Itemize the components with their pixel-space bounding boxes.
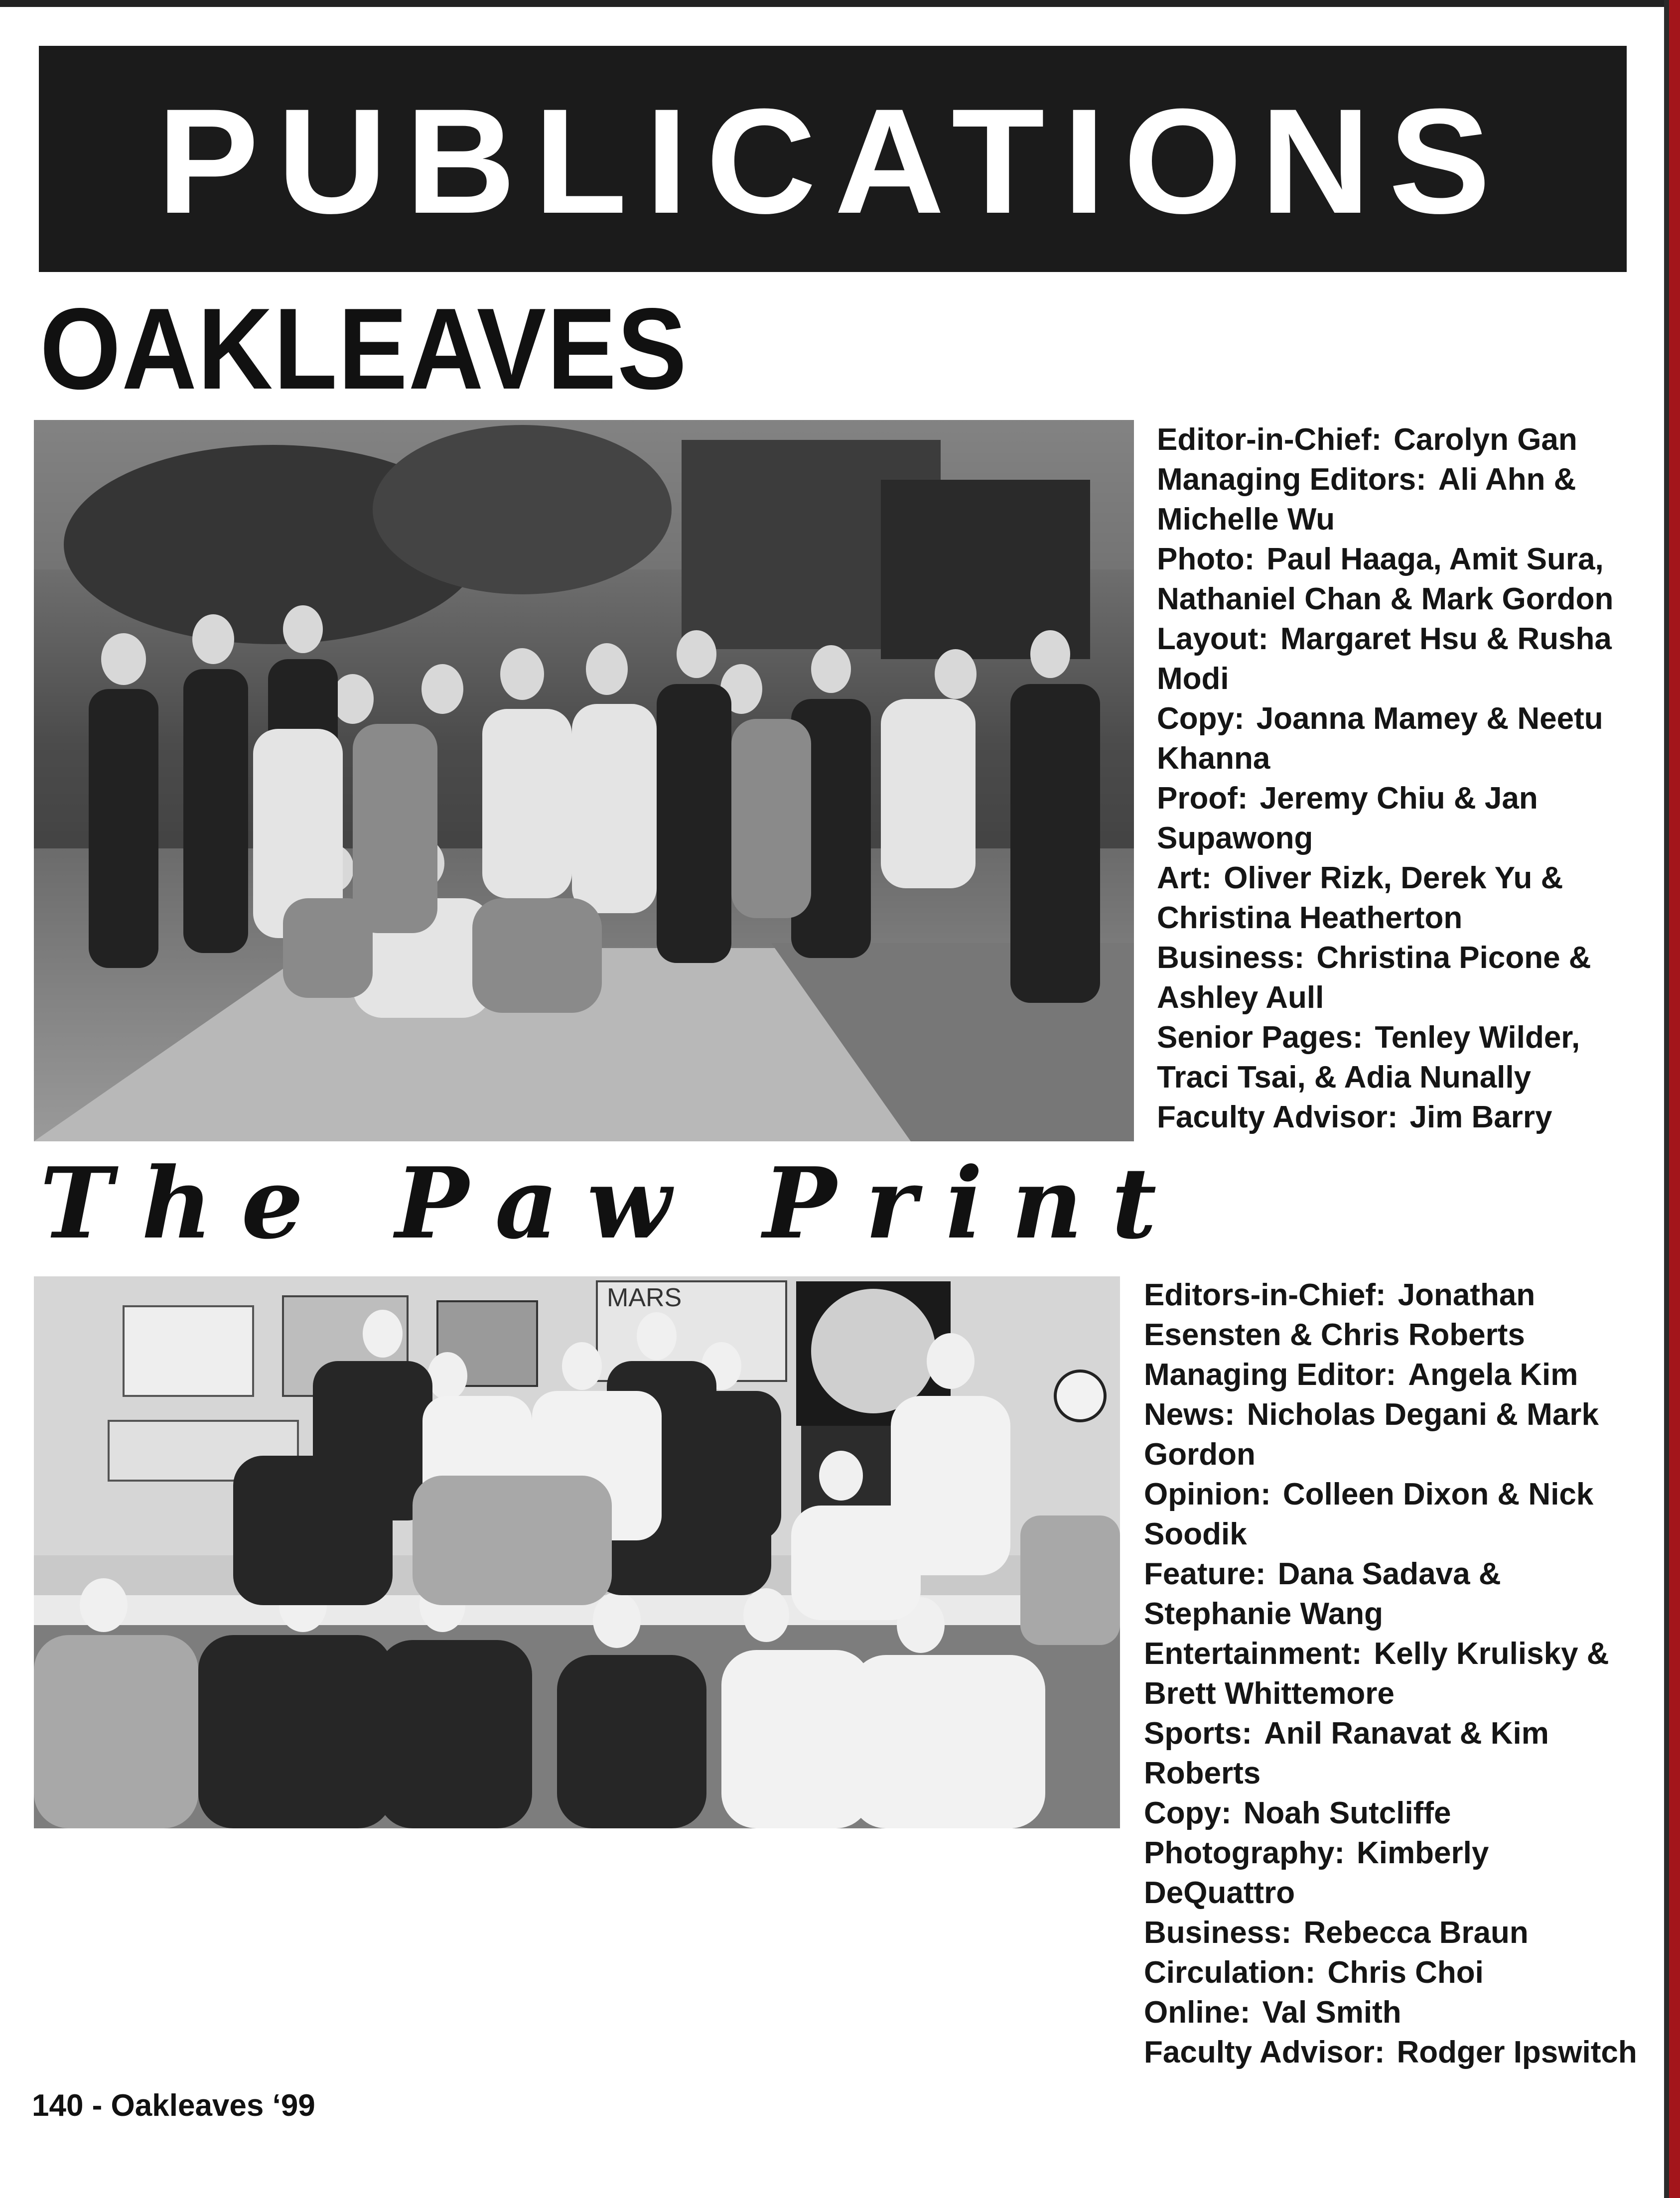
staff-entry: Art: Oliver Rizk, Derek Yu & Christina Heatherton (1157, 861, 1563, 935)
staff-entry: Business: Christina Picone & Ashley Aull (1157, 941, 1591, 1015)
staff-entry: Proof: Jeremy Chiu & Jan Supawong (1157, 781, 1538, 855)
pawprint-group-photo (34, 1276, 1120, 1828)
pawprint-heading: The Paw Print (40, 1146, 1186, 1261)
staff-entry: Layout: Margaret Hsu & Rusha Modi (1157, 622, 1612, 696)
staff-entry: Copy: Noah Sutcliffe (1144, 1796, 1451, 1830)
staff-entry: Photography: Kimberly DeQuattro (1144, 1836, 1489, 1910)
staff-entry: Business: Rebecca Braun (1144, 1916, 1529, 1950)
staff-entry: Opinion: Colleen Dixon & Nick Soodik (1144, 1477, 1594, 1551)
staff-entry: Faculty Advisor: Rodger Ipswitch (1144, 2035, 1637, 2069)
oakleaves-staff-list (1157, 420, 1650, 1137)
section-banner (39, 46, 1627, 272)
staff-entry: Faculty Advisor: Jim Barry (1157, 1100, 1552, 1134)
oakleaves-heading: OAKLEAVES (40, 284, 688, 413)
staff-entry: Online: Val Smith (1144, 1995, 1401, 2030)
page-binding-edge (1669, 0, 1680, 2198)
page-title: PUBLICATIONS (157, 77, 1509, 245)
staff-entry: Editor-in-Chief: Carolyn Gan (1157, 422, 1577, 457)
staff-entry: Sports: Anil Ranavat & Kim Roberts (1144, 1716, 1549, 1790)
page-footer: 140 - Oakleaves ‘99 (32, 2088, 315, 2123)
staff-entry: News: Nicholas Degani & Mark Gordon (1144, 1397, 1599, 1472)
staff-entry: Photo: Paul Haaga, Amit Sura, Nathaniel Chan & Mark Gordon (1157, 542, 1614, 616)
staff-entry: Senior Pages: Tenley Wilder, Traci Tsai, & Adia Nunally (1157, 1020, 1580, 1095)
staff-entry: Editors-in-Chief: Jonathan Esensten & Chris Roberts (1144, 1278, 1536, 1352)
staff-entry: Managing Editors: Ali Ahn & Michelle Wu (1157, 462, 1576, 537)
oakleaves-group-photo (34, 420, 1134, 1141)
staff-entry: Copy: Joanna Mamey & Neetu Khanna (1157, 701, 1603, 776)
staff-entry: Managing Editor: Angela Kim (1144, 1358, 1578, 1392)
staff-entry: Circulation: Chris Choi (1144, 1955, 1484, 1990)
page-binding-shadow (1664, 0, 1669, 2198)
staff-entry: Feature: Dana Sadava & Stephanie Wang (1144, 1557, 1501, 1631)
page-top-edge (0, 0, 1680, 7)
mars-poster-text: MARS (607, 1283, 682, 1312)
staff-entry: Entertainment: Kelly Krulisky & Brett Whittemore (1144, 1637, 1609, 1711)
pawprint-staff-list (1144, 1275, 1642, 2072)
